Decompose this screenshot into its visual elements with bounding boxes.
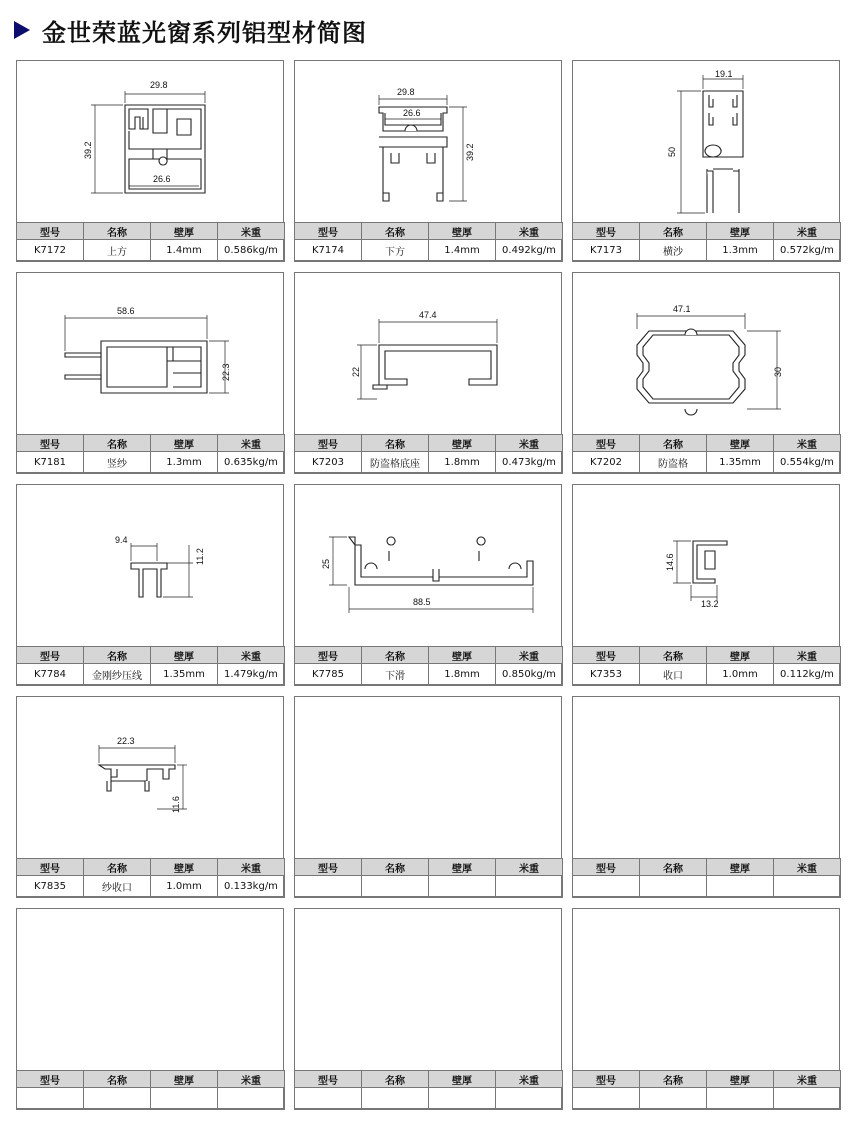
cell-name: 金刚纱压线 [84,664,151,686]
header-model: 型号 [17,859,84,876]
spec-table [294,1070,563,1110]
dim-label: 30 [773,366,783,377]
spec-table [572,1070,841,1110]
spec-table [294,858,563,898]
header-weight: 米重 [774,223,841,240]
profile-card-k7784 [16,484,284,685]
header-name: 名称 [84,647,151,664]
header-thickness: 壁厚 [707,435,774,452]
spec-table [294,434,563,474]
header-name: 名称 [362,859,429,876]
header-thickness: 壁厚 [707,647,774,664]
spec-table [572,646,841,686]
header-thickness: 壁厚 [151,223,218,240]
spec-table [294,646,563,686]
header-name: 名称 [84,1071,151,1088]
cell-name: 收口 [640,664,707,686]
k7172-profile-drawing [17,61,283,221]
cell-name: 防盗格 [640,452,707,474]
spec-table [16,858,285,898]
header-weight: 米重 [496,435,563,452]
page-header [14,12,367,48]
cell-thickness [707,1088,774,1110]
profile-drawing [295,909,561,1069]
header-name: 名称 [640,223,707,240]
dim-label: 39.2 [465,143,475,161]
header-weight: 米重 [774,435,841,452]
k7353-profile-drawing [573,485,839,645]
dim-label: 25 [321,558,331,569]
cell-model: K7835 [17,876,84,898]
dim-label: 22.3 [221,363,231,381]
dim-label: 22.3 [117,736,135,746]
cell-weight: 0.586kg/m [218,240,285,262]
cell-thickness [429,1088,496,1110]
cell-weight [218,1088,285,1110]
header-model: 型号 [573,1071,640,1088]
profile-drawing [17,909,283,1069]
header-weight: 米重 [218,1071,285,1088]
cell-weight: 1.479kg/m [218,664,285,686]
header-model: 型号 [17,223,84,240]
profile-card-k7785 [294,484,562,685]
header-model: 型号 [573,859,640,876]
header-thickness: 壁厚 [151,647,218,664]
cell-weight: 0.554kg/m [774,452,841,474]
spec-table [294,222,563,262]
profile-drawing [295,697,561,857]
cell-name: 下滑 [362,664,429,686]
cell-thickness: 1.8mm [429,664,496,686]
profile-card-k7203 [294,272,562,473]
header-thickness: 壁厚 [429,859,496,876]
profile-card-empty [294,696,562,897]
k7173-profile-drawing [573,61,839,221]
cell-thickness: 1.8mm [429,452,496,474]
header-weight: 米重 [218,223,285,240]
profile-drawing [17,697,283,857]
header-thickness: 壁厚 [429,647,496,664]
profile-card-k7835 [16,696,284,897]
cell-thickness: 1.4mm [151,240,218,262]
dim-label: 11.2 [195,548,205,565]
profile-card-k7172 [16,60,284,261]
cell-name: 竖纱 [84,452,151,474]
spec-table [16,646,285,686]
header-weight: 米重 [774,859,841,876]
cell-thickness: 1.3mm [707,240,774,262]
cell-weight [774,876,841,898]
profile-drawing [17,273,283,433]
cell-name: 上方 [84,240,151,262]
cell-name: 纱收口 [84,876,151,898]
cell-model: K7181 [17,452,84,474]
cell-weight: 0.572kg/m [774,240,841,262]
header-model: 型号 [17,647,84,664]
k7174-profile-drawing [295,61,561,221]
dim-label: 29.8 [397,87,415,97]
header-weight: 米重 [218,647,285,664]
header-thickness: 壁厚 [429,435,496,452]
header-model: 型号 [295,1071,362,1088]
header-weight: 米重 [496,859,563,876]
profile-drawing [573,273,839,433]
cell-weight: 0.112kg/m [774,664,841,686]
dim-label: 19.1 [715,69,733,79]
profile-drawing [295,61,561,221]
cell-model: K7173 [573,240,640,262]
cell-weight [496,1088,563,1110]
header-weight: 米重 [496,647,563,664]
cell-name [84,1088,151,1110]
cell-model: K7784 [17,664,84,686]
cell-thickness [707,876,774,898]
dim-label: 29.8 [150,80,168,90]
header-model: 型号 [295,647,362,664]
header-thickness: 壁厚 [707,1071,774,1088]
header-thickness: 壁厚 [707,859,774,876]
dim-label: 47.1 [673,304,691,314]
profile-card-k7353 [572,484,840,685]
header-model: 型号 [295,435,362,452]
cell-weight: 0.492kg/m [496,240,563,262]
header-weight: 米重 [774,647,841,664]
spec-table [16,222,285,262]
k7203-profile-drawing [295,273,561,433]
dim-label: 14.6 [665,553,675,571]
dim-label: 47.4 [419,310,437,320]
profile-drawing [17,61,283,221]
profile-drawing [573,909,839,1069]
header-name: 名称 [84,223,151,240]
dim-label: 58.6 [117,306,135,316]
spec-table [572,858,841,898]
header-name: 名称 [640,647,707,664]
profile-drawing [573,61,839,221]
cell-thickness [151,1088,218,1110]
spec-table [572,222,841,262]
cell-thickness [429,876,496,898]
cell-model [573,876,640,898]
cell-weight: 0.473kg/m [496,452,563,474]
header-model: 型号 [573,223,640,240]
header-thickness: 壁厚 [707,223,774,240]
dim-label: 9.4 [115,535,128,545]
cell-name [640,1088,707,1110]
profile-drawing [573,697,839,857]
header-model: 型号 [17,435,84,452]
cell-thickness: 1.0mm [151,876,218,898]
profile-drawing [573,485,839,645]
cell-model [573,1088,640,1110]
cell-name [640,876,707,898]
cell-weight: 0.635kg/m [218,452,285,474]
profile-card-empty [572,696,840,897]
header-name: 名称 [362,223,429,240]
cell-name: 下方 [362,240,429,262]
cell-model [295,876,362,898]
header-weight: 米重 [496,1071,563,1088]
cell-model: K7202 [573,452,640,474]
profile-card-k7202 [572,272,840,473]
k7202-profile-drawing [573,273,839,433]
spec-table [16,434,285,474]
cell-model: K7785 [295,664,362,686]
header-weight: 米重 [774,1071,841,1088]
cell-model: K7174 [295,240,362,262]
dim-label: 13.2 [701,599,719,609]
cell-thickness: 1.35mm [151,664,218,686]
dim-label: 26.6 [153,174,171,184]
header-name: 名称 [640,1071,707,1088]
cell-model: K7203 [295,452,362,474]
header-name: 名称 [640,435,707,452]
cell-weight: 0.850kg/m [496,664,563,686]
dim-label: 88.5 [413,597,431,607]
header-weight: 米重 [218,435,285,452]
profile-card-k7181 [16,272,284,473]
spec-table [16,1070,285,1110]
profile-card-k7173 [572,60,840,261]
header-thickness: 壁厚 [151,859,218,876]
cell-weight [496,876,563,898]
header-model: 型号 [573,435,640,452]
header-model: 型号 [295,859,362,876]
cell-model [17,1088,84,1110]
k7835-profile-drawing [17,697,283,857]
header-weight: 米重 [496,223,563,240]
cell-weight [774,1088,841,1110]
cell-name: 防盗格底座 [362,452,429,474]
k7181-profile-drawing [17,273,283,433]
header-thickness: 壁厚 [429,1071,496,1088]
page-title: 金世荣蓝光窗系列铝型材简图 [42,18,367,47]
spec-table [572,434,841,474]
triangle-bullet-icon [14,21,30,39]
k7784-profile-drawing [17,485,283,645]
header-thickness: 壁厚 [151,1071,218,1088]
dim-label: 50 [667,146,677,157]
header-name: 名称 [84,859,151,876]
profile-drawing [17,485,283,645]
header-name: 名称 [362,1071,429,1088]
header-name: 名称 [362,647,429,664]
cell-thickness: 1.4mm [429,240,496,262]
profile-card-empty [16,908,284,1109]
profile-drawing [295,485,561,645]
cell-name: 横沙 [640,240,707,262]
cell-name [362,876,429,898]
header-thickness: 壁厚 [151,435,218,452]
profile-card-empty [572,908,840,1109]
cell-name [362,1088,429,1110]
cell-thickness: 1.3mm [151,452,218,474]
header-model: 型号 [573,647,640,664]
dim-label: 22 [351,366,361,377]
dim-label: 11.6 [171,796,181,813]
cell-weight: 0.133kg/m [218,876,285,898]
cell-thickness: 1.0mm [707,664,774,686]
header-weight: 米重 [218,859,285,876]
dim-label: 39.2 [83,141,93,159]
cell-model: K7172 [17,240,84,262]
header-name: 名称 [362,435,429,452]
cell-model [295,1088,362,1110]
cell-thickness: 1.35mm [707,452,774,474]
header-name: 名称 [640,859,707,876]
header-thickness: 壁厚 [429,223,496,240]
header-name: 名称 [84,435,151,452]
k7785-profile-drawing [295,485,561,645]
cell-model: K7353 [573,664,640,686]
profile-card-k7174 [294,60,562,261]
profile-drawing [295,273,561,433]
header-model: 型号 [295,223,362,240]
profile-card-empty [294,908,562,1109]
header-model: 型号 [17,1071,84,1088]
dim-label: 26.6 [403,108,421,118]
